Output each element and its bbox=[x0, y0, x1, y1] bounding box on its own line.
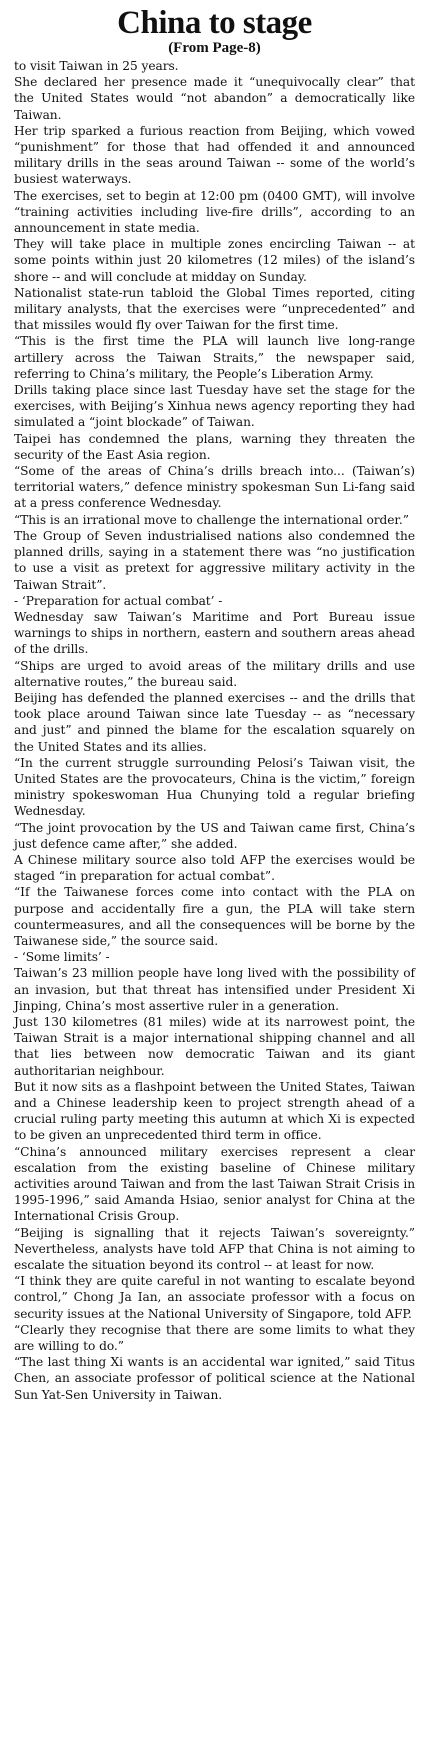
paragraph: The exercises, set to begin at 12:00 pm (0400 GMT), will involve “training activities including live-fire drills”, according to an announcement in state media. bbox=[14, 188, 415, 236]
paragraph: “If the Taiwanese forces come into contact with the PLA on purpose and accidentally fire a gun, the PLA will take stern countermeasures, and all the consequences will be borne by the Taiwanese side,” the source said. bbox=[14, 885, 415, 948]
paragraph: “Clearly they recognise that there are some limits to what they are willing to do.” bbox=[14, 1322, 415, 1354]
paragraph: “Some of the areas of China’s drills breach into... (Taiwan’s) territorial waters,” defence ministry spokesman Sun Li-fang said at a press conference Wednesday. bbox=[14, 464, 415, 511]
paragraph: “This is the first time the PLA will launch live long-range artillery across the Taiwan Straits,” the newspaper said, referring to China’s military, the People’s Liberation Army. bbox=[14, 334, 415, 381]
paragraph: They will take place in multiple zones encircling Taiwan -- at some points within just 20 kilometres (12 miles) of the island’s shore -- and will conclude at midday on Sunday. bbox=[14, 237, 415, 284]
paragraph: “The joint provocation by the US and Taiwan came first, China’s just defence came after,” she added. bbox=[14, 820, 415, 851]
continuation-note: (From Page-8) bbox=[168, 40, 261, 56]
paragraph: The Group of Seven industrialised nations also condemned the planned drills, saying in a statement there was “no justification to use a visit as pretext for aggressive military activity in the Taiwan Strait”. bbox=[14, 528, 415, 592]
paragraph: Wednesday saw Taiwan’s Maritime and Port Bureau issue warnings to ships in northern, eastern and southern areas ahead of the drills. bbox=[14, 609, 415, 657]
paragraph: Beijing has defended the planned exercises -- and the drills that took place around Taiwan since late Tuesday -- as “necessary and just” and pinned the blame for the escalation squarely on the United States and its allies. bbox=[14, 690, 415, 754]
section-subhead: - ‘Preparation for actual combat’ - bbox=[14, 593, 223, 608]
paragraph: Taipei has condemned the plans, warning they threaten the security of the East Asia region. bbox=[14, 431, 415, 462]
paragraph: “In the current struggle surrounding Pelosi’s Taiwan visit, the United States are the provocateurs, China is the victim,” foreign ministry spokeswoman Hua Chunying told a regular briefing Wednesday. bbox=[14, 755, 415, 819]
paragraph: Just 130 kilometres (81 miles) wide at its narrowest point, the Taiwan Strait is a major international shipping channel and all that lies between now democratic Taiwan and its giant authoritarian neighbour. bbox=[14, 1014, 415, 1078]
paragraph: But it now sits as a flashpoint between the United States, Taiwan and a Chinese leadership keen to project strength ahead of a crucial ruling party meeting this autumn at which Xi is expected to be given an unprecedented third term in office. bbox=[14, 1079, 415, 1143]
paragraph: to visit Taiwan in 25 years. bbox=[14, 59, 179, 73]
paragraph: “The last thing Xi wants is an accidental war ignited,” said Titus Chen, an associate professor of political science at the National Sun Yat-Sen University in Taiwan. bbox=[14, 1355, 415, 1402]
paragraph: “This is an irrational move to challenge the international order.” bbox=[14, 512, 409, 527]
section-subhead: - ‘Some limits’ - bbox=[14, 950, 110, 965]
paragraph: A Chinese military source also told AFP the exercises would be staged “in preparation for actual combat”. bbox=[14, 852, 415, 884]
paragraph: “Beijing is signalling that it rejects Taiwan’s sovereignty.” Nevertheless, analysts have told AFP that China is not aiming to escalate the situation beyond its control -- at least for now. bbox=[14, 1225, 415, 1273]
paragraph: “I think they are quite careful in not wanting to escalate beyond control,” Chong Ja Ian, an associate professor with a focus on security issues at the National University of Singapore, told AFP. bbox=[14, 1274, 415, 1321]
headline: China to stage bbox=[117, 5, 312, 41]
paragraph: Nationalist state-run tabloid the Global Times reported, citing military analysts, that the exercises were “unprecedented” and that missiles would fly over Taiwan for the first time. bbox=[14, 285, 415, 333]
article-body bbox=[14, 58, 415, 1403]
paragraph: Taiwan’s 23 million people have long lived with the possibility of an invasion, but that threat has intensified under President Xi Jinping, China’s most assertive ruler in a generation. bbox=[14, 966, 415, 1013]
paragraph: Drills taking place since last Tuesday have set the stage for the exercises, with Beijing’s Xinhua news agency reporting they had simulated a “joint blockade” of Taiwan. bbox=[14, 383, 415, 430]
paragraph: Her trip sparked a furious reaction from Beijing, which vowed “punishment” for those that had offended it and announced military drills in the seas around Taiwan -- some of the world’s busiest waterways. bbox=[14, 123, 415, 187]
paragraph: She declared her presence made it “unequivocally clear” that the United States would “not abandon” a democratically like Taiwan. bbox=[14, 75, 415, 122]
paragraph: “China’s announced military exercises represent a clear escalation from the existing baseline of Chinese military activities around Taiwan and from the last Taiwan Strait Crisis in 1995-1996,” said Amanda Hsiao, senior analyst for China at the International Crisis Group. bbox=[14, 1144, 415, 1224]
paragraph: “Ships are urged to avoid areas of the military drills and use alternative routes,” the bureau said. bbox=[14, 658, 415, 689]
